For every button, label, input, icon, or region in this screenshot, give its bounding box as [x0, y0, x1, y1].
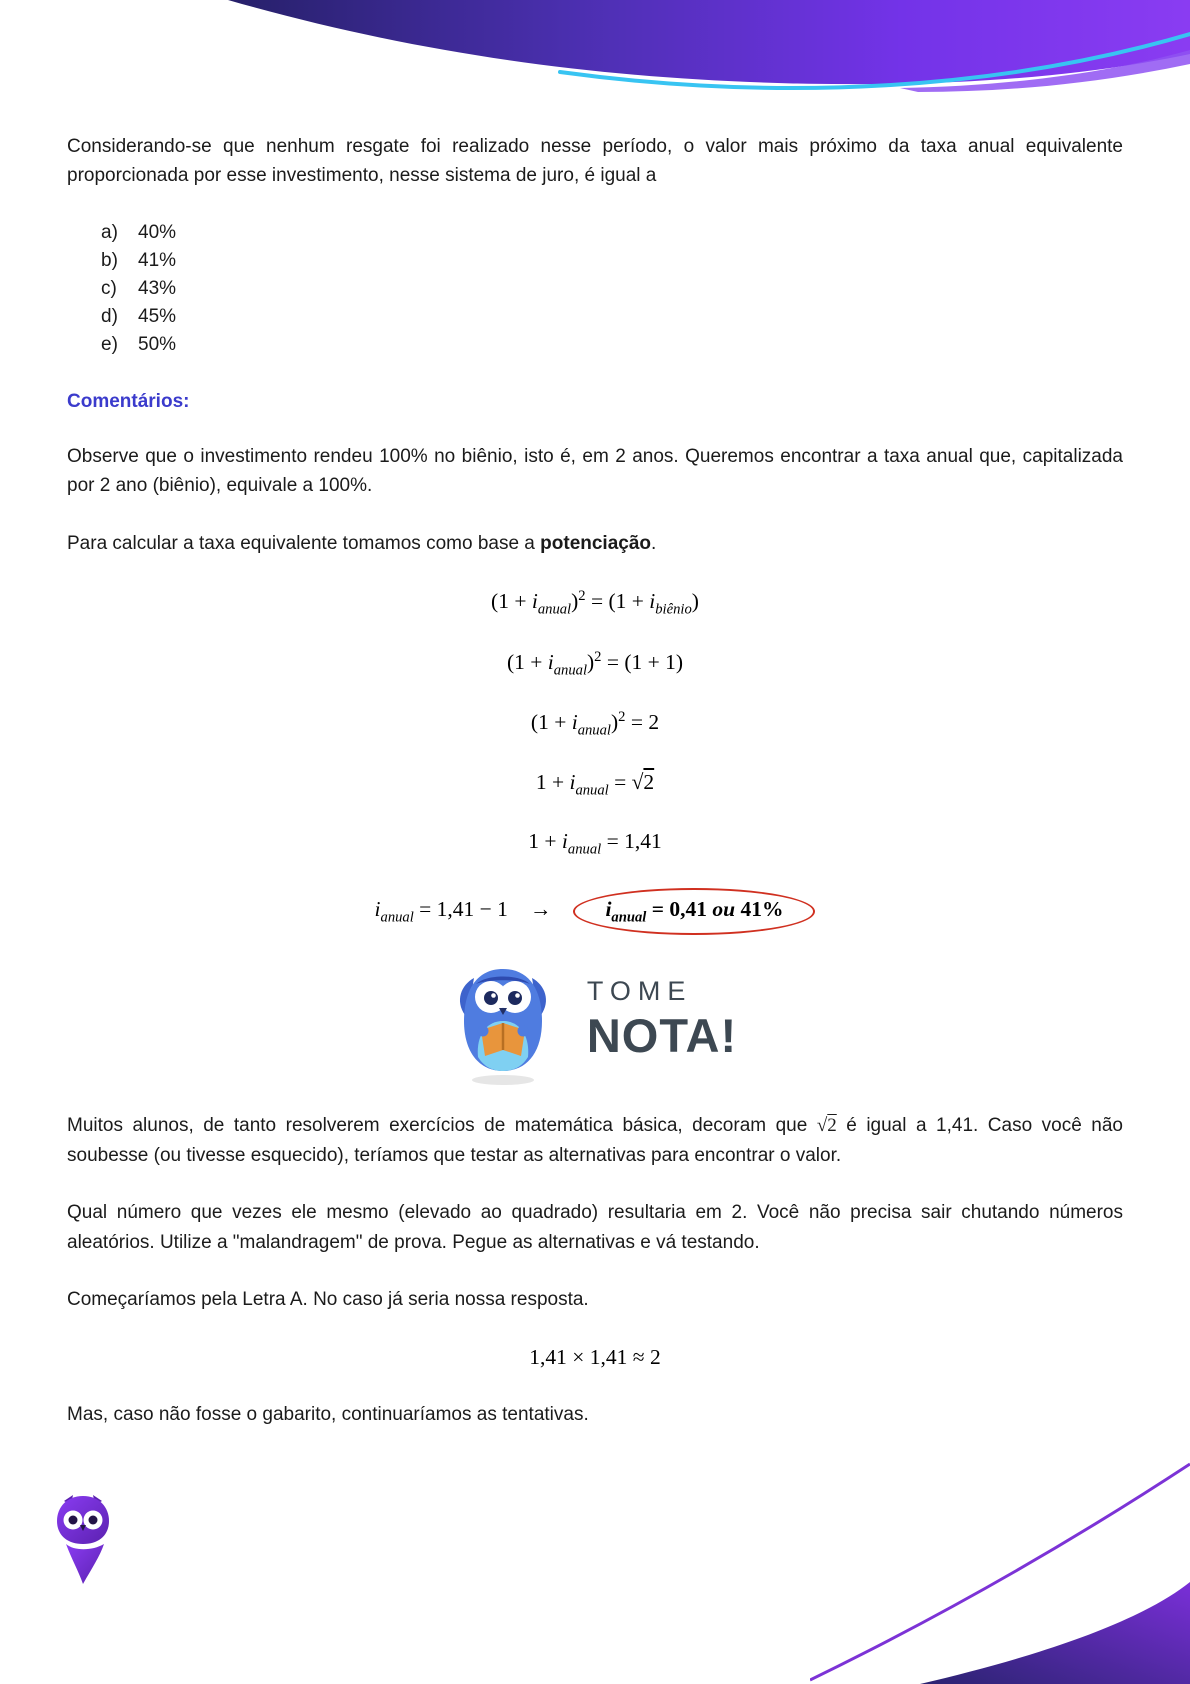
option-a: [101, 219, 1123, 247]
equation-1: $(1 + i_{anual})^2 = (1 + i_{biênio})$: [491, 588, 699, 618]
nota-label: NOTA!: [586, 1008, 738, 1062]
equation-7-check: 1,41 × 1,41 ≈ 2: [529, 1344, 661, 1369]
option-value: 45%: [138, 305, 177, 327]
option-value: 40%: [138, 221, 177, 243]
arrow-right-icon: →: [529, 897, 552, 922]
sqrt-2-inline: √2: [816, 1115, 837, 1137]
option-value: 41%: [138, 249, 177, 271]
options-list: [101, 219, 1123, 359]
tome-nota-text: [587, 976, 737, 1063]
option-value: 43%: [138, 277, 177, 299]
equation-6-left: $i_{anual} = 1,41 - 1$: [374, 897, 508, 926]
paragraph-malandragem: Qual número que vezes ele mesmo (elevado ao quadrado) resultaria em 2. Você não precisa sair chutando números aleatórios. Utilize a "malandragem" de prova. Pegue as alternativas e vá testando.: [67, 1202, 1123, 1253]
option-e: [101, 331, 1123, 359]
estrategia-owl-logo-icon: [54, 1494, 112, 1586]
equation-2: $(1 + i_{anual})^2 = (1 + 1)$: [506, 648, 684, 679]
option-c: [101, 275, 1123, 303]
paragraph-text: é igual a 1,41. Caso você não soubesse (ou tivesse esquecido), teríamos que testar as alternativas para encontrar o valor.: [67, 1115, 1123, 1166]
equation-4: $1 + i_{anual} = √2$: [535, 769, 655, 798]
option-letter: b): [101, 249, 118, 271]
option-value: 50%: [138, 333, 177, 355]
paragraph-letra-a: Começaríamos pela Letra A. No caso já seria nossa resposta.: [67, 1289, 589, 1311]
option-letter: c): [101, 277, 117, 299]
question-text: Considerando-se que nenhum resgate foi realizado nesse período, o valor mais próximo da taxa anual equivalente proporcionada por esse investimento, nesse sistema de juro, é igual a: [67, 136, 1123, 187]
option-letter: a): [101, 221, 118, 243]
option-d: [101, 303, 1123, 331]
option-b: [101, 247, 1123, 275]
equation-3: $(1 + i_{anual})^2 = 2$: [530, 709, 660, 739]
tome-nota-callout: [67, 951, 1123, 1087]
paragraph-potenciacao: [67, 529, 1123, 558]
option-letter: d): [101, 305, 118, 327]
bottom-corner-decoration: [810, 1444, 1190, 1684]
option-letter: e): [101, 333, 118, 355]
bold-potenciacao: potenciação: [540, 532, 652, 554]
paragraph-text: Muitos alunos, de tanto resolverem exercícios de matemática básica, decoram que: [67, 1115, 817, 1137]
paragraph-text: Para calcular a taxa equivalente tomamos como base a: [67, 532, 541, 554]
equation-5: $1 + i_{anual} = 1,41$: [528, 828, 662, 858]
paragraph-text: .: [651, 532, 657, 554]
owl-mascot-icon: [453, 951, 571, 1087]
paragraph-sqrt-note: [67, 1111, 1123, 1170]
comments-heading: Comentários:: [67, 390, 190, 412]
paragraph-observe: Observe que o investimento rendeu 100% no biênio, isto é, em 2 anos. Queremos encontrar a taxa anual que, capitalizada por 2 ano (biênio), equivale a 100%.: [67, 445, 1123, 497]
tome-label: TOME: [586, 975, 693, 1006]
answer-red-ellipse: [573, 888, 815, 935]
paragraph-gabarito: Mas, caso não fosse o gabarito, continuaríamos as tentativas.: [67, 1403, 589, 1425]
equation-6-answer: [67, 888, 1123, 935]
equation-6-circled: $i_{anual} = 0,41$ ou 41%: [605, 897, 784, 926]
